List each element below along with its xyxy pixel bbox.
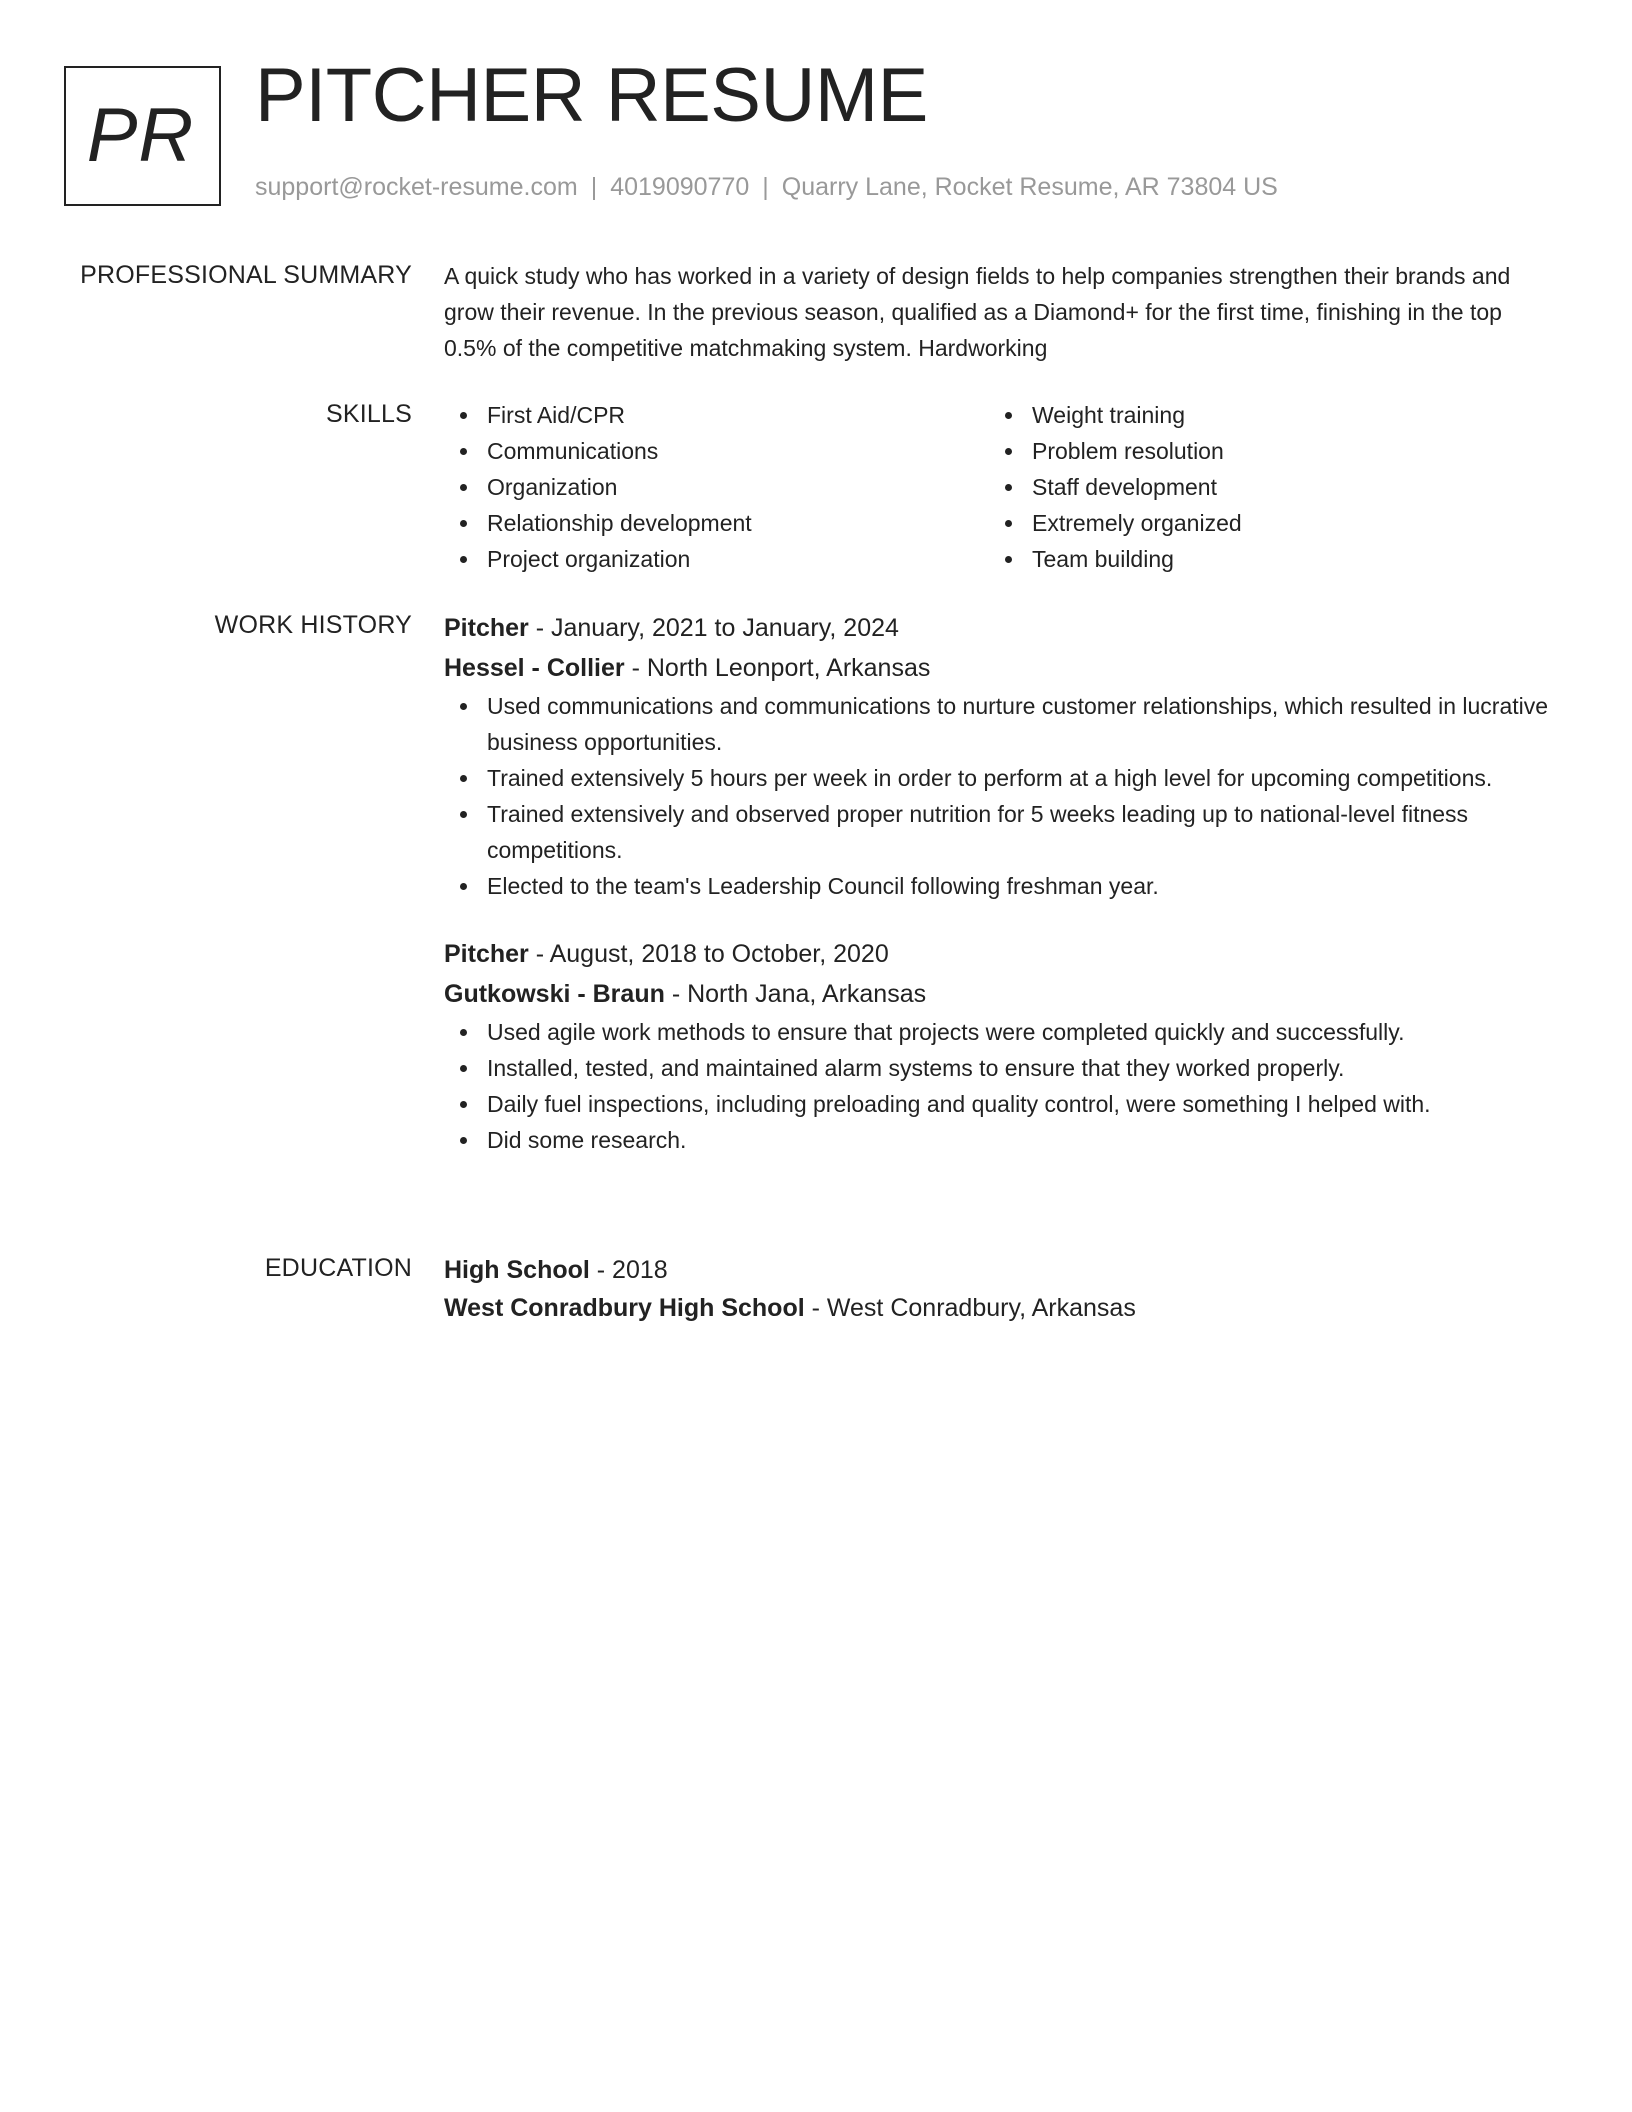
job-bullet: Trained extensively 5 hours per week in order to perform at a high level for upcoming competitions. (444, 760, 1550, 796)
skill-item: Organization (444, 469, 989, 505)
monogram-initials: PR (86, 93, 195, 178)
job-entry (444, 608, 1550, 904)
skill-item: Weight training (989, 397, 1534, 433)
skill-item: Team building (989, 541, 1534, 577)
skill-item: Staff development (989, 469, 1534, 505)
section-label-education: EDUCATION (264, 1254, 412, 1282)
skill-item: First Aid/CPR (444, 397, 989, 433)
job-company-line (444, 974, 1550, 1014)
job-title: Pitcher (444, 940, 529, 968)
job-bullet: Trained extensively and observed proper nutrition for 5 weeks leading up to national-level fitness competitions. (444, 796, 1550, 868)
contact-address: Quarry Lane, Rocket Resume, AR 73804 US (781, 173, 1278, 201)
skills-column-left (444, 397, 989, 577)
job-title-line (444, 934, 1550, 974)
education-body (444, 1251, 1550, 1327)
education-degree: High School (444, 1256, 590, 1284)
education-year: - 2018 (589, 1256, 668, 1284)
job-bullet: Used agile work methods to ensure that projects were completed quickly and successfully. (444, 1014, 1550, 1050)
contact-separator: | (762, 173, 769, 201)
education-degree-line (444, 1251, 1550, 1289)
contact-line (255, 175, 1278, 200)
job-bullet: Daily fuel inspections, including preloading and quality control, were something I helped with. (444, 1086, 1550, 1122)
job-bullet: Used communications and communications to nurture customer relationships, which resulted in lucrative business opportunities. (444, 688, 1550, 760)
education-school: West Conradbury High School (444, 1294, 805, 1322)
job-dates: - January, 2021 to January, 2024 (528, 614, 899, 642)
summary-body (444, 258, 1550, 366)
skill-item: Communications (444, 433, 989, 469)
work-body (444, 608, 1550, 1158)
skills-body (444, 397, 1550, 577)
job-dates: - August, 2018 to October, 2020 (528, 940, 889, 968)
skill-item: Project organization (444, 541, 989, 577)
job-entry (444, 934, 1550, 1158)
job-company: Gutkowski - Braun (444, 980, 665, 1008)
monogram-box (64, 66, 221, 206)
job-location: - North Leonport, Arkansas (624, 654, 931, 682)
education-school-line (444, 1289, 1550, 1327)
contact-phone: 4019090770 (610, 173, 750, 201)
job-location: - North Jana, Arkansas (664, 980, 927, 1008)
skill-item: Problem resolution (989, 433, 1534, 469)
skill-item: Relationship development (444, 505, 989, 541)
job-company: Hessel - Collier (444, 654, 625, 682)
job-bullets (444, 1014, 1550, 1158)
resume-name: PITCHER RESUME (255, 53, 928, 138)
section-label-summary: PROFESSIONAL SUMMARY (80, 261, 412, 289)
job-bullets (444, 688, 1550, 904)
job-bullet: Elected to the team's Leadership Council following freshman year. (444, 868, 1550, 904)
job-bullet: Did some research. (444, 1122, 1550, 1158)
contact-email: support@rocket-resume.com (255, 173, 578, 201)
job-title-line (444, 608, 1550, 648)
skill-item: Extremely organized (989, 505, 1534, 541)
skills-grid (444, 397, 1550, 577)
summary-text: A quick study who has worked in a variety of design fields to help companies strengthen their brands and grow their revenue. In the previous season, qualified as a Diamond+ for the first time, finishing in the top 0.5% of the competitive matchmaking system. Hardworking (444, 263, 1511, 361)
skills-column-right (989, 397, 1534, 577)
section-label-work: WORK HISTORY (214, 611, 412, 639)
section-label-skills: SKILLS (326, 400, 412, 428)
job-company-line (444, 648, 1550, 688)
education-location: - West Conradbury, Arkansas (804, 1294, 1136, 1322)
job-bullet: Installed, tested, and maintained alarm systems to ensure that they worked properly. (444, 1050, 1550, 1086)
contact-separator: | (590, 173, 598, 201)
job-title: Pitcher (444, 614, 529, 642)
